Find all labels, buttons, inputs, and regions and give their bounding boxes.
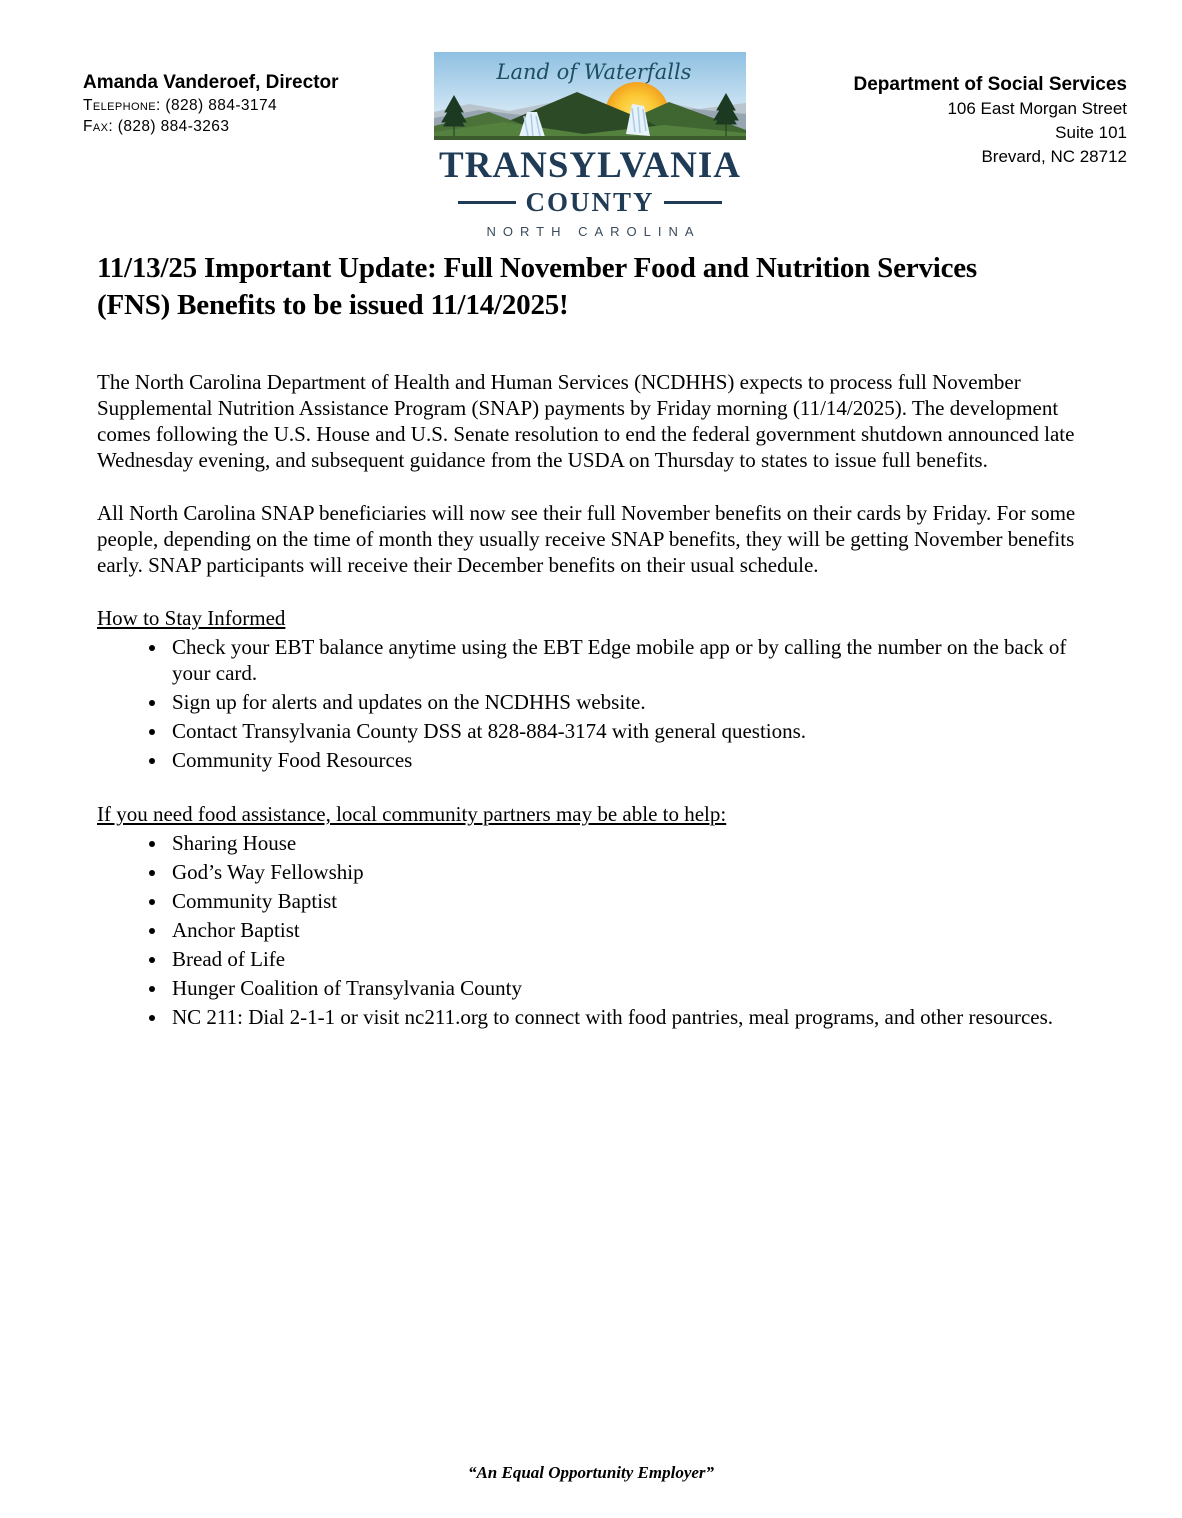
director-block (83, 70, 339, 137)
list-item: • Check your EBT balance anytime using the EBT Edge mobile app or by calling the number on the back of your card. (168, 634, 1085, 686)
list-item: • Sharing House (168, 830, 1085, 856)
address-line-3: Brevard, NC 28712 (981, 147, 1127, 166)
department-block (854, 72, 1128, 169)
logo-tagline: Land of Waterfalls (496, 60, 692, 84)
logo-county-name: TRANSYLVANIA (439, 145, 741, 186)
stay-informed-list (97, 634, 1085, 773)
list-item: • NC 211: Dial 2-1-1 or visit nc211.org to connect with food pantries, meal programs, and other resources. (168, 1004, 1085, 1030)
list-item: • Hunger Coalition of Transylvania County (168, 975, 1085, 1001)
page-title: 11/13/25 Important Update: Full November Food and Nutrition Services (FNS) Benefits to be issued 11/14/2025! (97, 252, 978, 321)
list-item: • Community Food Resources (168, 747, 1085, 773)
ground-strip (434, 136, 746, 140)
document-body (97, 250, 1085, 1058)
director-name: Amanda Vanderoef, Director (83, 72, 339, 93)
section-heading-food-assistance: If you need food assistance, local community partners may be able to help: (97, 802, 727, 827)
department-name: Department of Social Services (853, 74, 1127, 95)
paragraph-1: The North Carolina Department of Health and Human Services (NCDHHS) expects to process full November Supplemental Nutrition Assistance Program (SNAP) payments by Friday morning (11/14/2025). The development comes following the U.S. House and U.S. Senate resolution to end the federal government shutdown announced late Wednesday evening, and subsequent guidance from the USDA on Thursday to states to issue full benefits. (97, 370, 1075, 473)
logo-rule-left (458, 201, 516, 204)
paragraph-2: All North Carolina SNAP beneficiaries will now see their full November benefits on their cards by Friday. For some people, depending on the time of month they usually receive SNAP benefits, they will be getting November benefits early. SNAP participants will receive their December benefits on their usual schedule. (97, 501, 1076, 578)
address-line-2: Suite 101 (1055, 123, 1127, 142)
list-item: • Bread of Life (168, 946, 1085, 972)
address-line-1: 106 East Morgan Street (947, 99, 1127, 118)
food-assistance-list (97, 830, 1085, 1030)
list-item: • Sign up for alerts and updates on the NCDHHS website. (168, 689, 1085, 715)
list-item: • God’s Way Fellowship (168, 859, 1085, 885)
list-item: • Anchor Baptist (168, 917, 1085, 943)
section-heading-stay-informed: How to Stay Informed (97, 606, 286, 631)
logo-county-row (434, 187, 746, 218)
telephone-line: Telephone: (828) 884-3174 (83, 97, 277, 114)
logo-state: NORTH CAROLINA (486, 224, 701, 240)
logo-artwork (434, 52, 746, 140)
logo-county-word: COUNTY (525, 187, 655, 218)
county-logo (434, 52, 746, 239)
list-item: • Community Baptist (168, 888, 1085, 914)
logo-rule-right (664, 201, 722, 204)
list-item: • Contact Transylvania County DSS at 828-884-3174 with general questions. (168, 718, 1085, 744)
fax-line: Fax: (828) 884-3263 (83, 118, 230, 135)
footer-motto: “An Equal Opportunity Employer” (467, 1463, 715, 1482)
